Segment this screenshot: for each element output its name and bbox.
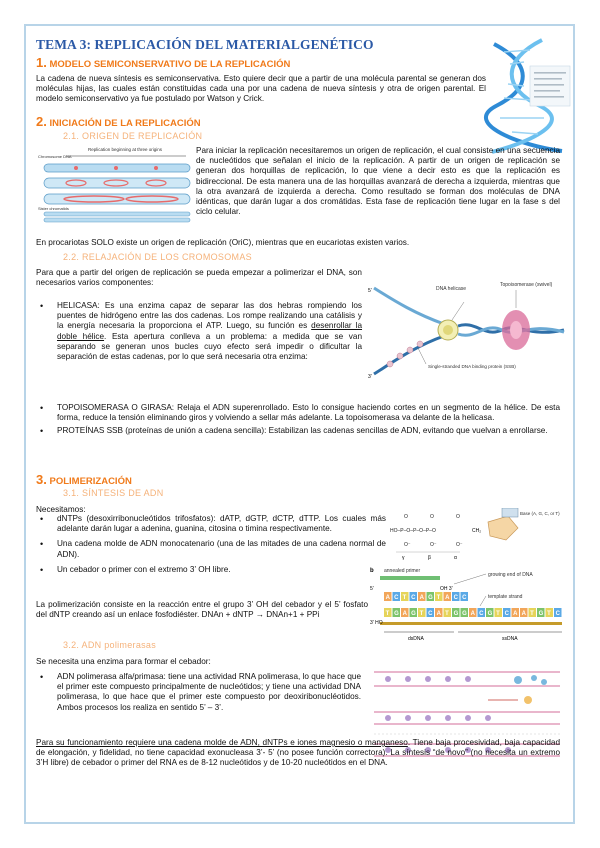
subsection-3-2-heading: 3.2. ADN polimerasas	[63, 640, 157, 650]
template-base-letter: A	[436, 611, 441, 617]
template-base-letter: C	[479, 611, 484, 617]
primer-5prime: 5’	[370, 586, 374, 592]
sister-chromatids-label: Sister chromatids	[38, 206, 69, 211]
template-base-letter: C	[504, 611, 509, 617]
primer-enzyme-intro: Se necesita una enzima para formar el cebador:	[36, 657, 211, 666]
template-base-letter: G	[411, 611, 416, 617]
polymerase-final-text: Para su funcionamiento requiere una cadena molde de ADN, dNTPs e iones magnesio o manganeso. Tiene baja procesividad, baja capacidad de elongación, y fidelidad, no tiene capacidad exonucleasa 3’- 5’ (no posee función correctora). La síntesis “de novo” (no necesita un extremo 3’H libre) de cebador o primer del RNA es de 8-12 nucleótidos y de 10-20 nucleótidos en el DNA.	[36, 738, 560, 768]
primer-base-letter: C	[394, 595, 399, 601]
primer-base-letter: G	[428, 595, 433, 601]
alpha-label: α	[454, 555, 457, 561]
primer-oh-label: OH 3’	[440, 586, 453, 592]
polymerization-text: La polimerización consiste en la reacción entre el grupo 3’ OH del cebador y el 5’ fosfato del dNTP creando así un enlace fosfodiéster. DNAn + dNTP → DNAn+1 + PPi	[36, 600, 368, 620]
template-base-letter: G	[394, 611, 399, 617]
base-label: Base (A, G, C, or T)	[520, 511, 560, 516]
need-item-dntps: • dNTPs (desoxirribonucleótidos trifosfatos): dATP, dGTP, dCTP, dTTP. Los cuales más adelante darán lugar a adenina, guanina, citosina o timina respectivamente.	[36, 514, 386, 534]
helicase-fig-3prime: 3’	[368, 374, 372, 380]
template-base-letter: T	[547, 611, 551, 617]
template-base-letter: A	[470, 611, 475, 617]
primer-base-letter: C	[462, 595, 467, 601]
primer-base-letter: T	[402, 595, 407, 601]
polymerase-list	[36, 672, 361, 713]
subsection-2-1-heading: 2.1. ORIGEN DE REPLICACIÓN	[63, 131, 203, 141]
template-base-letter: C	[428, 611, 433, 617]
ssb-item: • PROTEÍNAS SSB (proteínas de unión a cadena sencilla): Estabilizan las cadenas sencillas de ADN, evitando que vuelvan a enrollarse.	[36, 426, 560, 436]
section-2-heading: 2. INICIACIÓN DE LA REPLICACIÓN	[36, 114, 201, 129]
section-1-text: La cadena de nueva síntesis es semiconservativa. Esto quiere decir que a partir de una molécula parental se generan dos moléculas hijas, las cuales están constituidas cada una por una cadena de nueva síntesis y otra de origen parental. El modelo semiconservativo ya fue postulado por Watson y Crick.	[36, 74, 486, 104]
primer-base-letter: C	[411, 595, 416, 601]
gamma-label: γ	[402, 555, 405, 561]
ssb-label: Single-stranded DNA binding protein (SSB)	[428, 364, 516, 369]
template-base-letter: G	[453, 611, 459, 617]
template-base-letter: G	[487, 611, 493, 617]
svg-text:O: O	[404, 514, 408, 520]
section-1-heading: 1. MODELO SEMICONSERVATIVO DE LA REPLICACIÓN	[36, 55, 291, 70]
annealed-primer-label: annealed primer	[384, 568, 421, 574]
needs-list	[36, 514, 386, 575]
helicase-item: • HELICASA: Es una enzima capaz de separar las dos hebras rompiendo los puentes de hidrógeno entre las dos cadenas. Los rompe realizando una catálisis y la energía necesaria la proporciona el ATP. Luego, su función es desenrollar la doble hélice. Esta apertura conlleva a un problema: a medida que se van separando se generan unos bucles cuyo efecto será impedir o dificultar la separación de estas cadenas, por lo que será necesaria otra enzima:	[36, 301, 362, 362]
svg-text:O: O	[456, 514, 460, 520]
svg-text:O⁻: O⁻	[404, 542, 411, 548]
page-title: TEMA 3: REPLICACIÓN DEL MATERIALGENÉTICO	[36, 37, 374, 52]
primer-base-letter: T	[436, 595, 441, 601]
relaxation-list-cont	[36, 403, 560, 437]
svg-text:HO–P–O–P–O–P–O: HO–P–O–P–O–P–O	[390, 528, 436, 534]
template-base-letter: T	[496, 611, 500, 617]
primasa-item: • ADN polimerasa alfa/primasa: tiene una actividad RNA polimerasa, lo que hace que el primer este compuesto principalmente de nucleótidos; y tiene una actividad DNA polimerasa, lo que hace que el primer este compuesto por deoxiribonucléotidos. Ambos procesos los realiza en sentido 5’ – 3’.	[36, 672, 361, 713]
section-3-heading: 3. POLIMERIZACIÓN	[36, 472, 132, 487]
relaxation-intro-text: Para que a partir del origen de replicación se pueda empezar a polimerizar el DNA, son necesarios varios componentes:	[36, 268, 362, 288]
ch2-label: CH₂	[472, 528, 482, 534]
primer-template-figure	[370, 564, 566, 644]
topoisomerase-item: • TOPOISOMERASA O GIRASA: Relaja el ADN superenrollado. Esto lo consigue haciendo cortes en un segmento de la hélice. De esta forma, reduce la tensión eliminando giros y volviendo a sellar más adelante. La topoisomerasa va delante de la helicasa.	[36, 403, 560, 423]
ssdna-label: ssDNA	[502, 636, 518, 642]
template-3prime: 3’ HO	[370, 620, 383, 626]
svg-text:O⁻: O⁻	[430, 542, 437, 548]
dntp-structure-figure	[390, 508, 566, 562]
topoisomerase-label: Topoisomerase (swivel)	[500, 282, 553, 288]
template-base-letter: C	[555, 611, 560, 617]
prokaryote-origin-text: En procariotas SOLO existe un origen de replicación (OriC), mientras que en eucariotas existen varios.	[36, 238, 410, 247]
template-strand-label: template strand	[488, 594, 523, 600]
template-base-letter: G	[462, 611, 467, 617]
chromosome-figure-header: Replication beginning at three origins	[88, 147, 163, 152]
template-base-letter: G	[538, 611, 544, 617]
chromosome-replication-figure	[36, 144, 194, 226]
template-base-letter: T	[385, 611, 390, 617]
helicase-fig-5prime: 5’	[368, 288, 372, 294]
beta-label: β	[428, 555, 431, 561]
helicase-topoisomerase-figure	[366, 276, 566, 386]
need-item-template: • Una cadena molde de ADN monocatenario (una de las mitades de una cadena normal de ADN).	[36, 539, 386, 559]
svg-text:O⁻: O⁻	[456, 542, 463, 548]
svg-text:O: O	[430, 514, 434, 520]
relaxation-list	[36, 301, 362, 362]
primer-base-letter: A	[385, 595, 390, 601]
need-item-primer: • Un cebador o primer con el extremo 3’ OH libre.	[36, 565, 386, 575]
subsection-2-2-heading: 2.2. RELAJACIÓN DE LOS CROMOSOMAS	[63, 252, 252, 262]
dna-helix-image	[482, 36, 574, 156]
primer-base-letter: A	[419, 595, 424, 601]
dsdna-label: dsDNA	[408, 636, 424, 642]
chromosome-label: Chromosome DNA	[38, 154, 72, 159]
needs-label: Necesitamos:	[36, 505, 86, 514]
template-base-letter: T	[530, 611, 534, 617]
template-base-letter: A	[521, 611, 526, 617]
primer-base-letter: C	[453, 595, 458, 601]
origin-replication-text: Para iniciar la replicación necesitaremos un origen de replicación, el cual consiste en una secuencia de nucleótidos que señalan el inicio de la replicación. A partir de un origen de replicación se generan dos horquillas de replicación, lo que viene a decir esto es que la replicación es bidireccional. De esta manera una de las horquillas avanzará de derecha a izquierda, mientras que la otra avanzará de izquierda a derecha. Como resultado se forman dos moléculas de DNA idénticas, que darán lugar a dos cromátidas. Esta fase de replicación tiene lugar en la fase s del ciclo celular.	[196, 146, 560, 217]
growing-end-label: growing end of DNA	[488, 572, 533, 578]
template-base-letter: T	[419, 611, 424, 617]
template-base-letter: T	[445, 611, 449, 617]
dna-helicase-label: DNA helicase	[436, 286, 467, 292]
primer-base-letter: A	[445, 595, 450, 601]
subsection-3-1-heading: 3.1. SÍNTESIS DE ADN	[63, 488, 164, 498]
template-base-letter: A	[402, 611, 407, 617]
panel-b-label: b	[370, 568, 374, 574]
template-base-letter: A	[513, 611, 518, 617]
